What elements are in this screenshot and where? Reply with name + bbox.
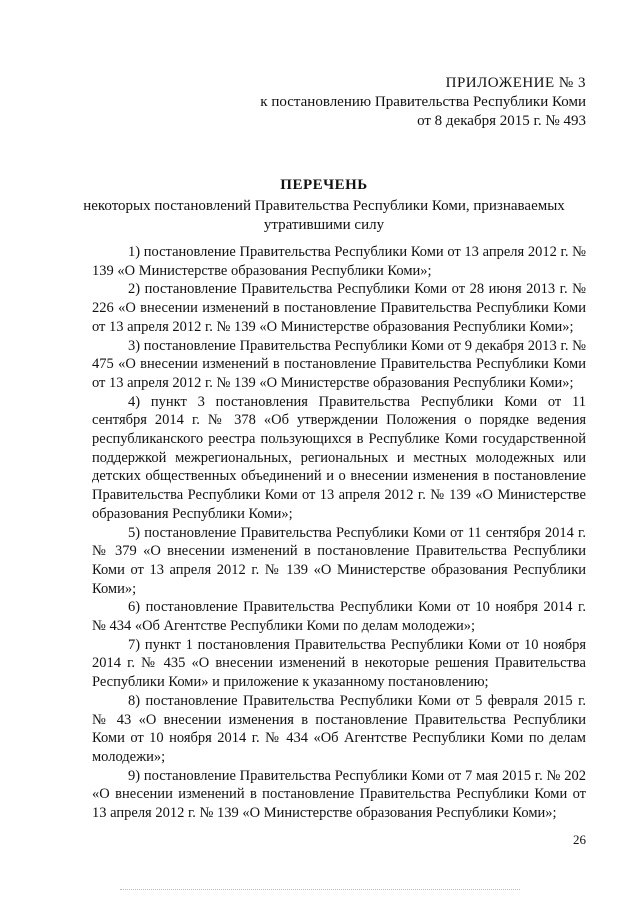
scan-artifact xyxy=(120,889,520,891)
appendix-label: ПРИЛОЖЕНИЕ № 3 xyxy=(445,75,586,91)
list-body xyxy=(92,243,586,823)
appendix-resolution-ref: к постановлению Правительства Республики Коми xyxy=(260,94,586,110)
list-item: 6) постановление Правительства Республики Коми от 10 ноября 2014 г. № 434 «Об Агентстве Республики Коми по делам молодежи»; xyxy=(92,599,586,635)
appendix-header xyxy=(226,74,586,131)
list-item: 9) постановление Правительства Республики Коми от 7 мая 2015 г. № 202 «О внесении изменений в постановление Правительства Республики Коми от 13 апреля 2012 г. № 139 «О Министерстве образования Республики Коми»; xyxy=(92,767,586,822)
list-item: 4) пункт 3 постановления Правительства Республики Коми от 11 сентября 2014 г. № 378 «Об утверждении Положения о порядке ведения республиканского реестра пользующихся в Республике Коми государственной поддержкой межрегиональных, региональных и местных молодежных или детских общественных объединений и о внесении изменения в постановление Правительства Республики Коми от 13 апреля 2012 г. № 139 «О Министерстве образования Республики Коми»; xyxy=(92,393,586,522)
document-title-block xyxy=(74,176,574,235)
list-item: 8) постановление Правительства Республики Коми от 5 февраля 2015 г. № 43 «О внесении изменения в постановление Правительства Республики Коми от 10 ноября 2014 г. № 434 «Об Агентстве Республики Коми по делам молодежи»; xyxy=(92,692,586,765)
list-item: 3) постановление Правительства Республики Коми от 9 декабря 2013 г. № 475 «О внесении изменений в постановление Правительства Республики Коми от 13 апреля 2012 г. № 139 «О Министерстве образования Республики Коми»; xyxy=(92,337,586,391)
appendix-resolution-date: от 8 декабря 2015 г. № 493 xyxy=(417,113,586,129)
page-number: 26 xyxy=(573,832,586,847)
document-title: ПЕРЕЧЕНЬ xyxy=(280,177,368,193)
list-item: 7) пункт 1 постановления Правительства Республики Коми от 10 ноября 2014 г. № 435 «О внесении изменений в некоторые решения Правительства Республики Коми» и приложение к указанному постановлению; xyxy=(92,636,586,691)
list-item: 1) постановление Правительства Республики Коми от 13 апреля 2012 г. № 139 «О Министерстве образования Республики Коми»; xyxy=(92,244,586,279)
list-item: 5) постановление Правительства Республики Коми от 11 сентября 2014 г. № 379 «О внесении изменений в постановление Правительства Республики Коми от 13 апреля 2012 г. № 139 «О Министерстве образования Республики Коми»; xyxy=(92,524,586,597)
list-item: 2) постановление Правительства Республики Коми от 28 июня 2013 г. № 226 «О внесении изменений в постановление Правительства Республики Коми от 13 апреля 2012 г. № 139 «О Министерстве образования Республики Коми»; xyxy=(92,281,586,335)
document-subtitle: некоторых постановлений Правительства Республики Коми, признаваемых утратившими силу xyxy=(83,198,565,233)
